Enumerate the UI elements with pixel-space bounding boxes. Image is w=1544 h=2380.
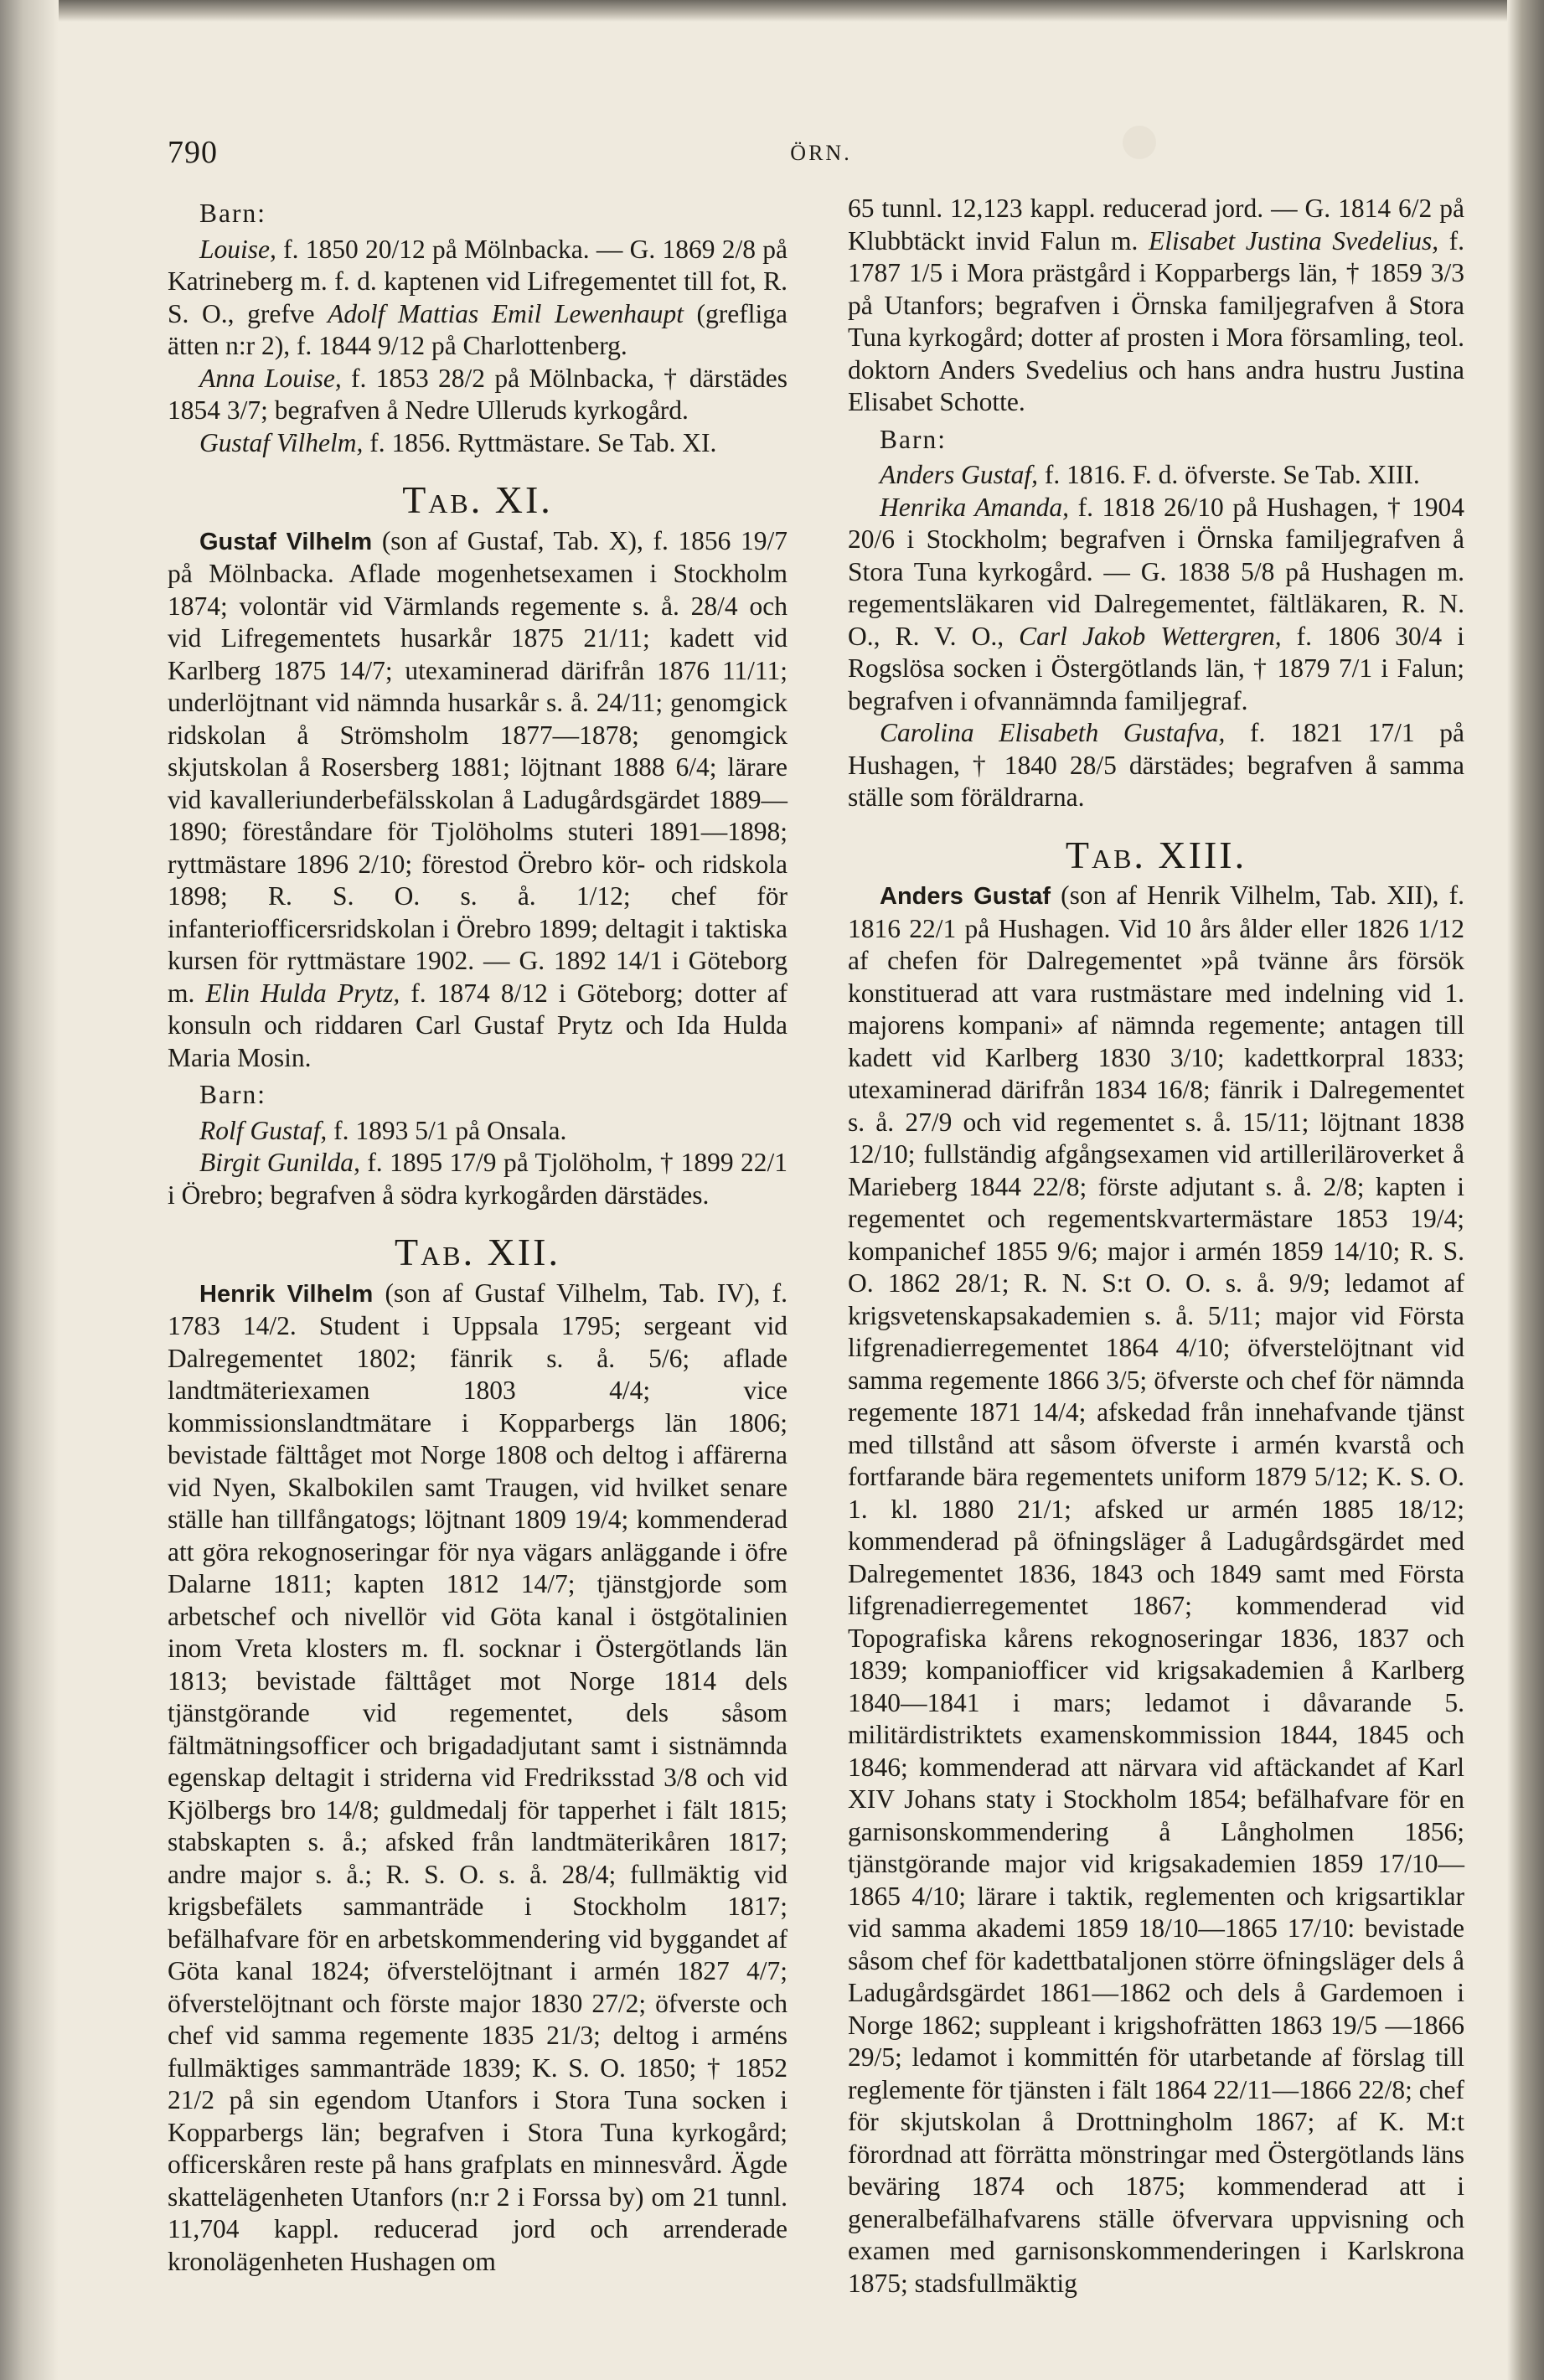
person-name: Carolina Elisabeth Gustafva,: [880, 718, 1226, 747]
entry-text: f. 1818 26/10 på Hushagen, † 1904 20/6 i Stockholm; begrafven i Örnska familjegrafven å Stora Tuna kyrkogård. — G. 1838 5/8 på Hushagen m. regementsläkaren vid Dalregementet, fältläkaren, R. N. O., R. V. O.,: [848, 492, 1464, 651]
entry-text: f. 1821 17/1 på Hushagen, † 1840 28/5 därstädes; begrafven å samma ställe som föräldrarna.: [848, 718, 1464, 812]
tab-xiii-heading: Tab. XIII.: [1065, 833, 1247, 876]
entry-text: f. 1853 28/2 på Mölnbacka, † därstädes 1854 3/7; begrafven å Nedre Ulleruds kyrkogård.: [168, 363, 787, 425]
gutter-shadow: [0, 0, 59, 2380]
page-right-edge: [1507, 0, 1544, 2380]
tab-xiii-entry: [848, 880, 1464, 2300]
entry-carolina: [848, 717, 1464, 814]
page-number: 790: [168, 135, 218, 170]
entry-anna-louise: [168, 363, 787, 427]
person-name: Henrika Amanda,: [880, 492, 1070, 522]
person-name: Carl Jakob Wettergren,: [1019, 621, 1282, 651]
tab-xi-heading: Tab. XI.: [402, 478, 553, 521]
person-name: Rolf Gustaf,: [199, 1115, 328, 1145]
right-column: [848, 193, 1464, 2300]
tab-xi-entry: [168, 525, 787, 1075]
entry-text: f. 1850 20/12 på Mölnbacka. — G. 1869 2/8 på Katrineberg m. f. d. kaptenen vid Lifregementet till fot, R. S. O., grefve: [168, 234, 787, 328]
entry-louise: [168, 234, 787, 363]
person-name: Anders Gustaf,: [880, 460, 1038, 489]
barn-label: Barn:: [880, 424, 947, 454]
person-name: Birgit Gunilda,: [199, 1148, 360, 1177]
entry-text: (grefliga ätten n:r 2), f. 1844 9/12 på Charlottenberg.: [168, 298, 787, 360]
entry-rolf: [168, 1115, 787, 1148]
entry-text: f. 1816. F. d. öfverste. Se Tab. XIII.: [1038, 460, 1420, 489]
entry-text: f. 1787 1/5 i Mora prästgård i Kopparbergs län, † 1859 3/3 på Utanfors; begrafven i Örnska familjegrafven å Stora Tuna kyrkogård; dotter af prosten i Mora församling, teol. doktorn Anders Svedelius och hans andra hustru Justina Elisabet Schotte.: [848, 225, 1464, 416]
entry-name: Anders Gustaf: [880, 883, 1051, 910]
page-header: [168, 134, 1474, 176]
barn-label: Barn:: [199, 1080, 266, 1109]
person-name: Elisabet Justina Svedelius,: [1148, 225, 1439, 256]
entry-text: f. 1895 17/9 på Tjolöholm, † 1899 22/1 i Örebro; begrafven å södra kyrkogården därstädes.: [168, 1148, 787, 1210]
tab-xii-entry: [168, 1278, 787, 2279]
entry-text: (son af Gustaf Vilhelm, Tab. IV), f. 1783 14/2. Student i Uppsala 1795; sergeant vid Dalregementet 1802; fänrik s. å. 5/6; aflade landtmäteriexamen 1803 4/4; vice kommissionslandtmätare i Kopparbergs län 1806; bevistade fälttåget mot Norge 1808 och deltog i affärerna vid Nyen, Skalbokilen samt Traugen, vid hvilket senare ställe han tillfångatogs; löjtnant 1809 19/4; kommenderad att göra rekognoseringar för nya vägars anläggande i öfre Dalarne 1811; kapten 1812 14/7; tjänstgjorde som arbetschef och nivellör vid Göta kanal i östgötalinien inom Vreta klosters m. fl. socknar i Östergötlands län 1813; bevistade fälttåget mot Norge 1814 dels tjänstgörande vid regementet, dels såsom fältmätningsofficer och brigadadjutant samt i sistnämnda egenskap deltagit i striderna vid Fredriksstad 3/8 och vid Kjölbergs bro 14/8; guldmedalj för tapperhet i fält 1815; stabskapten s. å.; afsked från landtmäterikåren 1817; andre major s. å.; R. S. O. s. å. 28/4; fullmäktig vid krigsbefälets sammanträde i Stockholm 1817; befälhafvare för en arbetskommendering vid byggandet af Göta kanal 1824; öfverstelöjtnant i armén 1827 4/7; öfverstelöjtnant och förste major 1830 27/2; öfverste och chef vid samma regemente 1835 21/3; deltog i arméns fullmäktiges sammanträde 1839; K. S. O. 1850; † 1852 21/2 på sin egendom Utanfors i Stora Tuna socken i Kopparbergs län; begrafven i Stora Tuna kyrkogård; officerskåren reste på hans grafplats en minnesvård. Ägde skattelägenheten Utanfors (n:r 2 i Forssa by) om 21 tunnl. 11,704 kappl. reducerad jord och arrenderade kronolägenheten Hushagen om: [168, 1278, 787, 2276]
barn-label: Barn:: [199, 199, 266, 228]
person-name: Anna Louise,: [199, 363, 342, 393]
entry-text: (son af Gustaf, Tab. X), f. 1856 19/7 på Mölnbacka. Aflade mogenhetsexamen i Stockholm 1874; volontär vid Värmlands regemente s. å. 28/4 och vid Lifregementets husarkår 1875 21/11; kadett vid Karlberg 1875 14/7; utexaminerad därifrån 1876 11/11; underlöjtnant vid nämnda husarkår s. å. 24/11; genomgick ridskolan å Strömsholm 1877—1878; genomgick skjutskolan å Rosersberg 1881; löjtnant 1888 6/4; lärare vid kavalleriunderbefälsskolan å Ladugårdsgärdet 1889—1890; föreståndare för Tjolöholms stuteri 1891—1898; ryttmästare 1896 2/10; förestod Örebro kör- och ridskola 1898; R. S. O. s. å. 1/12; chef för infanteriofficersridskolan i Örebro 1899; deltagit i taktiska kursen för ryttmästare 1902. — G. 1892 14/1 i Göteborg m.: [168, 525, 787, 1008]
entry-text: (son af Henrik Vilhelm, Tab. XII), f. 1816 22/1 på Hushagen. Vid 10 års ålder eller 1826 1/12 af chefen för Dalregementet »på tvänne års försök konstituerad att vara rustmästare med indelning vid 1. majorens kompani» af nämnda regemente; antagen till kadett vid Karlberg 1830 3/10; kadettkorpral 1833; utexaminerad därifrån 1834 16/8; fänrik i Dalregementet s. å. 27/9 och vid regementet s. å. 15/11; löjtnant 1838 12/10; fullständig afgångsexamen vid artilleriläroverket å Marieberg 1844 22/8; förste adjutant s. å. 2/8; kapten i regementet och regementskvartermästare 1853 19/4; kompanichef 1855 9/6; major i armén 1859 14/10; R. S. O. 1862 28/1; R. N. S:t O. O. s. å. 9/9; ledamot af krigsvetenskapsakademien s. å. 5/11; major vid Första lifgrenadierregementet 1864 4/10; öfverstelöjtnant vid samma regemente 1866 3/5; öfverste och chef för nämnda regemente 1871 14/4; afskedad från innehafvande tjänst med tillstånd att såsom öfverste i armén kvarstå och fortfarande bära regementets uniform 1879 5/12; K. S. O. 1. kl. 1880 21/1; afsked ur armén 1885 18/12; kommenderad på öfningsläger å Ladugårdsgärdet med Dalregementet 1836, 1843 och 1849 samt med Första lifgrenadierregementet 1867; kommenderad vid Topografiska kårens rekognoseringar 1836, 1837 och 1839; kompaniofficer vid krigsakademien å Karlberg 1840—1841 i mars; ledamot i dåvarande 5. militärdistriktets examenskommission 1844, 1845 och 1846; kommenderad att närvara vid aftäckandet af Karl XIV Johans staty i Stockholm 1854; befälhafvare för en garnisonskommendering å Långholmen 1856; tjänstgörande major vid krigsakademien 1859 17/10—1865 4/10; lärare i taktik, reglementen och krigsartiklar vid samma akademi 1859 18/10—1865 17/10: bevistade såsom chef för kadettbataljonen större öfningsläger dels å Ladugårdsgärdet 1861—1862 och dels å Gardemoen i Norge 1862; suppleant i krigshofrätten 1863 19/5 —1866 29/5; ledamot i kommittén för utarbetande af förslag till reglemente för tjänsten i fält 1864 22/11—1866 22/8; chef för skjutskolan å Drottningholm 1867; af K. M:t förordnad att förrätta mönstringar med Östergötlands läns beväring 1874 och 1875; kommenderad att i generalbefälhafvarens ställe öfvervara uppvisning och examen med garnisonskommenderingen i Karlskrona 1875; stadsfullmäktig: [848, 880, 1464, 2298]
page-top-edge: [0, 0, 1544, 22]
entry-birgit: [168, 1147, 787, 1211]
entry-text: f. 1856. Ryttmästare. Se Tab. XI.: [363, 427, 717, 457]
person-name: Gustaf Vilhelm,: [199, 427, 364, 457]
entry-henrika: [848, 492, 1464, 718]
person-name: Elin Hulda Prytz,: [205, 978, 400, 1008]
entry-text: 65 tunnl. 12,123 kappl. reducerad jord. — G. 1814 6/2 på Klubbtäckt invid Falun m.: [848, 194, 1464, 256]
left-column: [168, 193, 787, 2278]
entry-name: Henrik Vilhelm: [199, 1280, 374, 1308]
entry-text: f. 1874 8/12 i Göteborg; dotter af konsuln och riddaren Carl Gustaf Prytz och Ida Hulda Maria Mosin.: [168, 978, 787, 1072]
entry-name: Gustaf Vilhelm: [199, 528, 373, 555]
person-name: Louise,: [199, 234, 276, 264]
entry-text: f. 1806 30/4 i Rogslösa socken i Östergötlands län, † 1879 7/1 i Falun; begrafven i ofvannämnda familjegraf.: [848, 621, 1464, 715]
running-title: ÖRN.: [790, 141, 852, 165]
person-name: Adolf Mattias Emil Lewenhaupt: [328, 298, 684, 328]
tab-xii-continuation: [848, 193, 1464, 419]
entry-gustaf-vilhelm-ref: [168, 427, 787, 460]
entry-anders-gustaf-ref: [848, 459, 1464, 492]
tab-xii-heading: Tab. XII.: [395, 1231, 560, 1273]
entry-text: f. 1893 5/1 på Onsala.: [327, 1115, 567, 1145]
